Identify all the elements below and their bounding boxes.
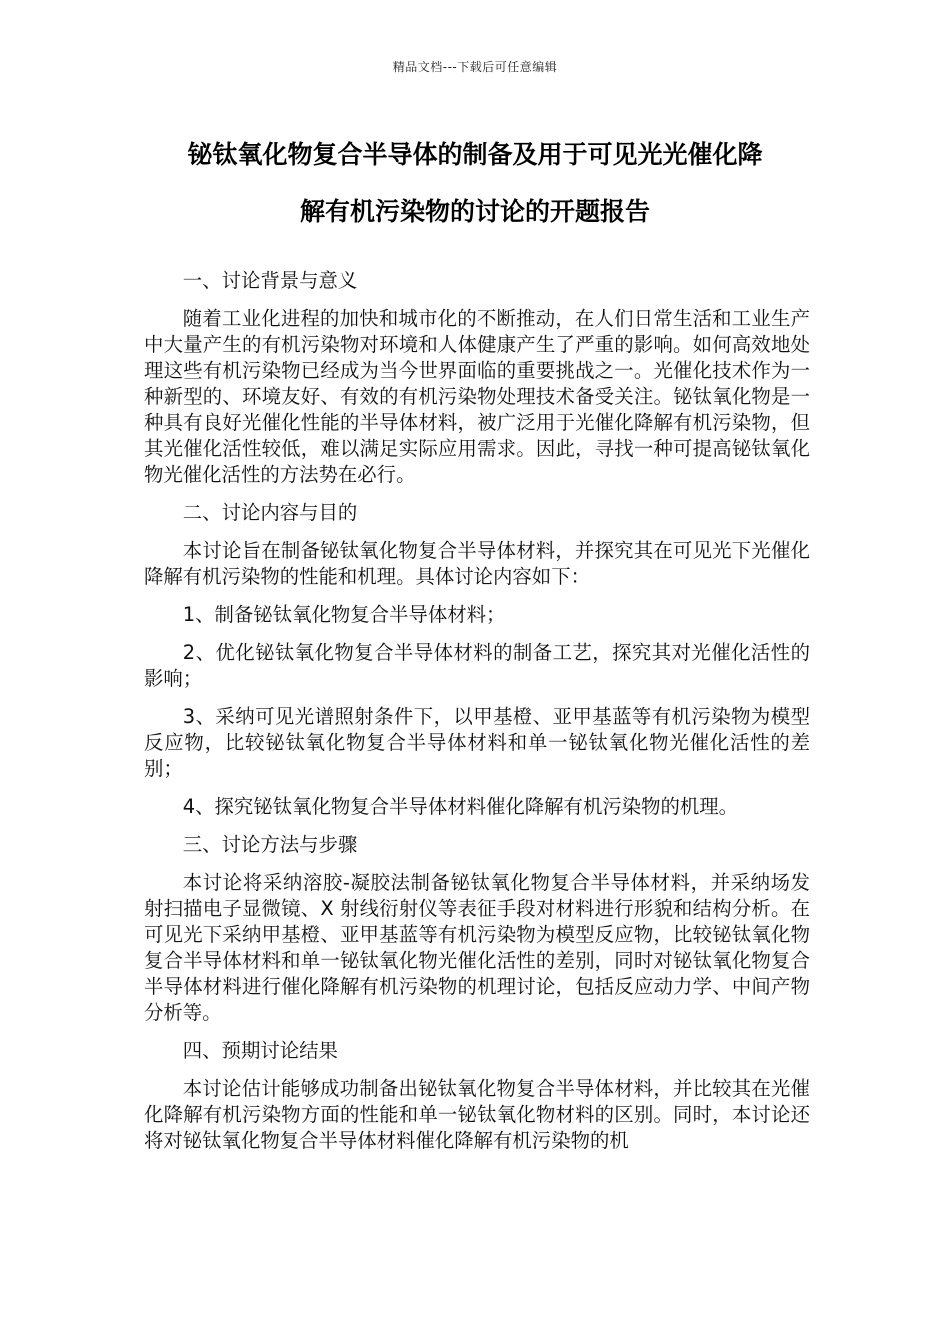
section-heading-content: 二、讨论内容与目的 (182, 501, 358, 524)
list-item-3: 3、采纳可见光谱照射条件下，以甲基橙、亚甲基蓝等有机污染物为模型反应物，比较铋钛氧化物复合半导体材料和单一铋钛氧化物光催化活性的差别； (144, 705, 810, 780)
paragraph-methods: 本讨论将采纳溶胶-凝胶法制备铋钛氧化物复合半导体材料，并采纳场发射扫描电子显微镜、X 射线衍射仪等表征手段对材料进行形貌和结构分析。在可见光下采纳甲基橙、亚甲基蓝等有机污染物为模型反应物，比较铋钛氧化物复合半导体材料和单一铋钛氧化物光催化活性的差别，同时对铋钛氧化物复合半导体材料进行催化降解有机污染物的机理讨论，包括反应动力学、中间产物分析等。 (144, 871, 810, 1024)
document-body (144, 268, 810, 1166)
section-heading-background: 一、讨论背景与意义 (182, 269, 358, 292)
header-note: 精品文档---下载后可任意编辑 (392, 60, 558, 74)
section-heading-expected-results: 四、预期讨论结果 (182, 1039, 338, 1062)
paragraph-background: 随着工业化进程的加快和城市化的不断推动，在人们日常生活和工业生产中大量产生的有机污染物对环境和人体健康产生了严重的影响。如何高效地处理这些有机污染物已经成为当今世界面临的重要挑战之一。光催化技术作为一种新型的、环境友好、有效的有机污染物处理技术备受关注。铋钛氧化物是一种具有良好光催化性能的半导体材料，被广泛用于光催化降解有机污染物，但其光催化活性较低，难以满足实际应用需求。因此，寻找一种可提高铋钛氧化物光催化活性的方法势在必行。 (144, 307, 810, 486)
document-title-line-2: 解有机污染物的讨论的开题报告 (299, 197, 650, 226)
section-heading-methods: 三、讨论方法与步骤 (182, 833, 358, 856)
paragraph-content-intro: 本讨论旨在制备铋钛氧化物复合半导体材料，并探究其在可见光下光催化降解有机污染物的性能和机理。具体讨论内容如下： (144, 539, 810, 588)
paragraph-expected-results: 本讨论估计能够成功制备出铋钛氧化物复合半导体材料，并比较其在光催化降解有机污染物方面的性能和单一铋钛氧化物材料的区别。同时，本讨论还将对铋钛氧化物复合半导体材料催化降解有机污染物的机 (144, 1077, 810, 1152)
document-title-line-1: 铋钛氧化物复合半导体的制备及用于可见光光催化降 (187, 140, 763, 169)
list-item-2: 2、优化铋钛氧化物复合半导体材料的制备工艺，探究其对光催化活性的影响； (144, 641, 810, 690)
list-item-4: 4、探究铋钛氧化物复合半导体材料催化降解有机污染物的机理。 (182, 795, 739, 818)
list-item-1: 1、制备铋钛氧化物复合半导体材料； (182, 603, 506, 626)
